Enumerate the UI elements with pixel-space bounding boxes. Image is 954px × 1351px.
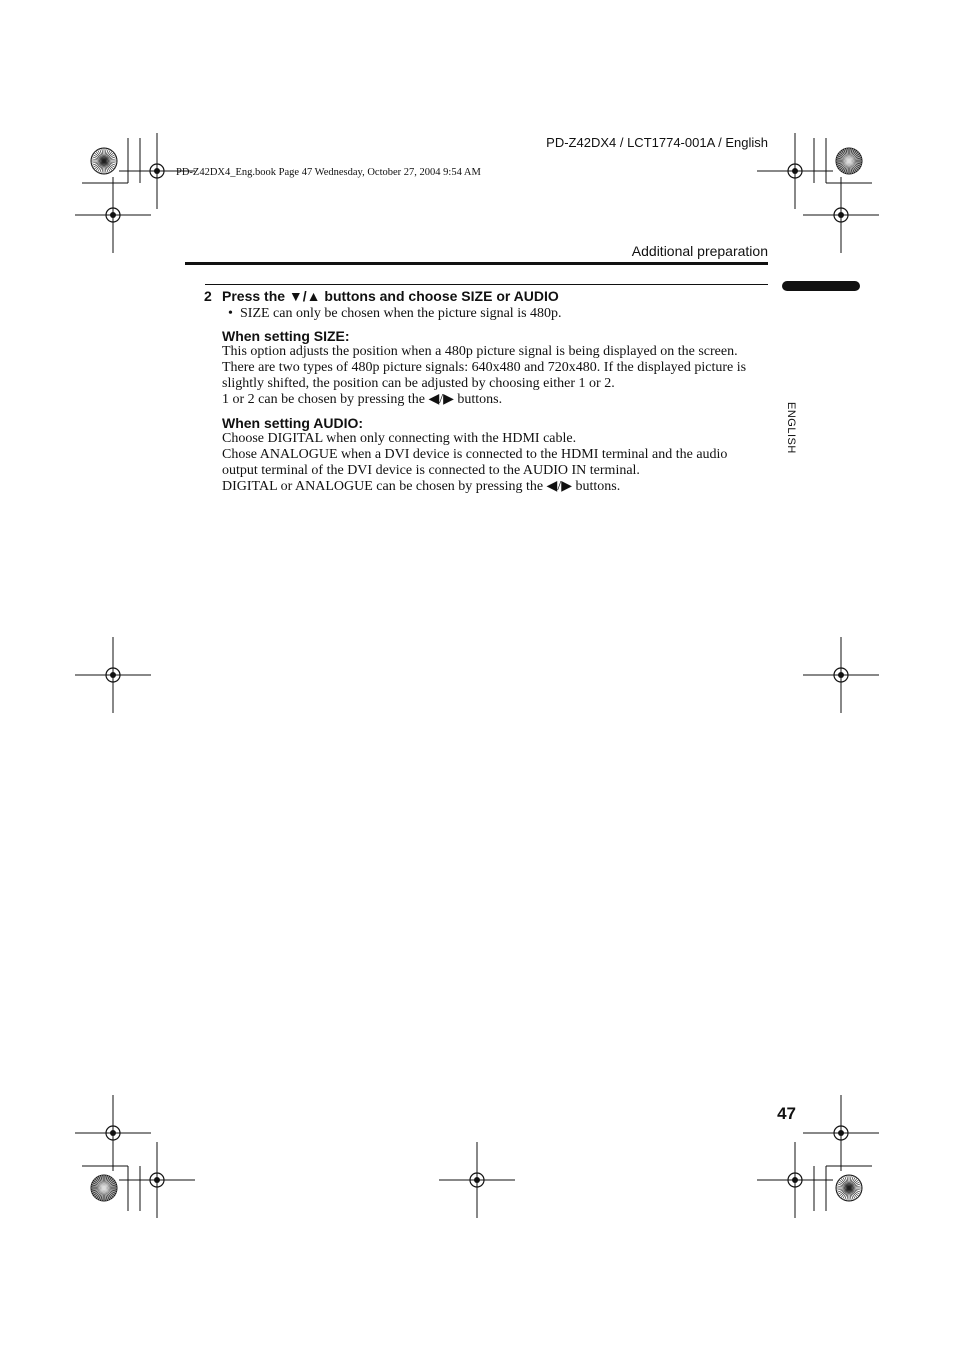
- audio-line: output terminal of the DVI device is connected to the AUDIO IN terminal.: [222, 463, 640, 478]
- audio-heading: When setting AUDIO:: [222, 415, 364, 431]
- registration-dot: [792, 168, 798, 174]
- step-rule: [205, 284, 768, 285]
- audio-paragraph: [222, 431, 770, 495]
- side-language-label: ENGLISH: [785, 402, 797, 454]
- registration-dot: [110, 212, 116, 218]
- registration-dot: [474, 1177, 480, 1183]
- audio-line: Chose ANALOGUE when a DVI device is connected to the HDMI terminal and the audio: [222, 447, 728, 462]
- page-number: 47: [777, 1104, 796, 1123]
- registration-dot: [110, 672, 116, 678]
- registration-dot: [110, 1130, 116, 1136]
- doc-code: PD-Z42DX4 / LCT1774-001A / English: [546, 135, 768, 150]
- header-rule: [185, 262, 768, 265]
- registration-dot: [838, 672, 844, 678]
- size-heading: When setting SIZE:: [222, 328, 350, 344]
- size-line: There are two types of 480p picture signals: 640x480 and 720x480. If the displayed picture is: [222, 360, 747, 375]
- registration-dot: [792, 1177, 798, 1183]
- size-line: This option adjusts the position when a 480p picture signal is being displayed on the screen.: [222, 344, 738, 359]
- size-line: slightly shifted, the position can be adjusted by choosing either 1 or 2.: [222, 376, 615, 391]
- bullet-note: [228, 306, 562, 322]
- size-line: 1 or 2 can be chosen by pressing the ◀/▶ buttons.: [222, 392, 503, 407]
- registration-dot: [154, 1177, 160, 1183]
- audio-line: DIGITAL or ANALOGUE can be chosen by pressing the ◀/▶ buttons.: [222, 479, 621, 494]
- registration-dot: [154, 168, 160, 174]
- bullet-dot: •: [228, 306, 233, 321]
- step-number: 2: [204, 288, 212, 304]
- section-title: Additional preparation: [631, 243, 768, 259]
- side-tab-bar: [782, 281, 860, 291]
- step-heading: Press the ▼/▲ buttons and choose SIZE or AUDIO: [222, 288, 559, 304]
- size-paragraph: [222, 344, 770, 408]
- registration-dot: [838, 212, 844, 218]
- registration-dot: [838, 1130, 844, 1136]
- book-info-line: PD-Z42DX4_Eng.book Page 47 Wednesday, October 27, 2004 9:54 AM: [176, 167, 481, 178]
- audio-line: Choose DIGITAL when only connecting with the HDMI cable.: [222, 431, 577, 446]
- bullet-text: SIZE can only be chosen when the picture signal is 480p.: [240, 306, 562, 321]
